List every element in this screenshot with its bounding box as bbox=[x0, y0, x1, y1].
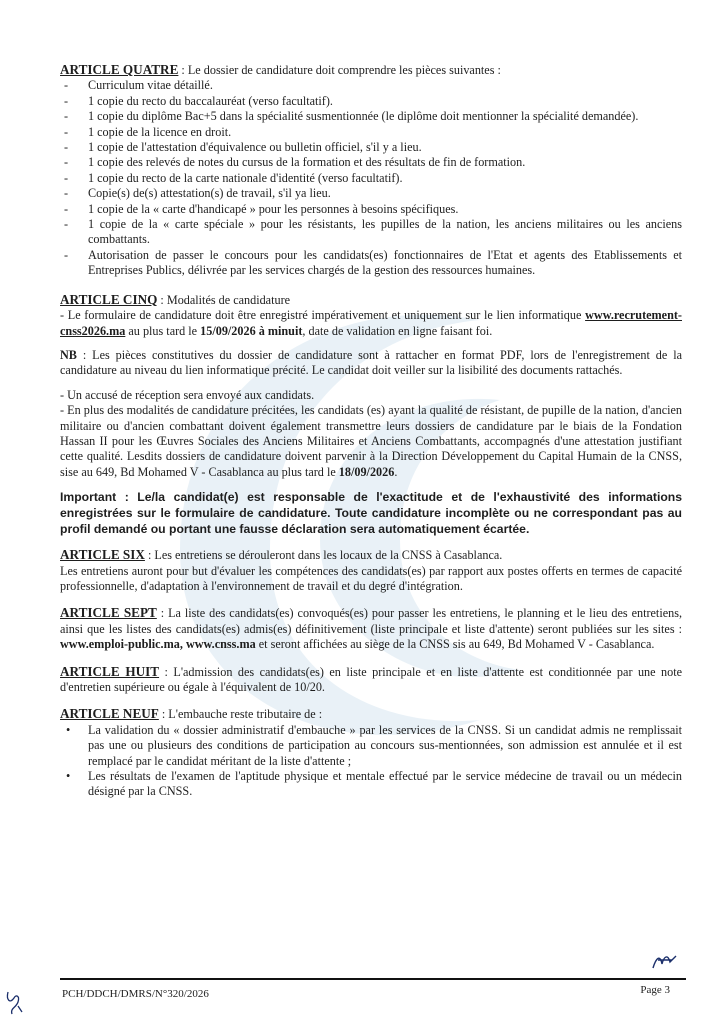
list-item: - 1 copie des relevés de notes du cursus de la formation et des résultats de fin de formation. bbox=[60, 155, 682, 170]
list-item: - 1 copie de la licence en droit. bbox=[60, 125, 682, 140]
article-quatre-intro: : Le dossier de candidature doit comprendre les pièces suivantes : bbox=[178, 63, 501, 77]
article-quatre-list bbox=[60, 78, 682, 278]
initials-signature bbox=[650, 950, 680, 974]
recruitment-link[interactable]: www.recrutement-cnss2026.ma bbox=[60, 308, 682, 338]
article-six bbox=[60, 547, 682, 594]
veteran-deadline-date: 18/09/2026 bbox=[338, 464, 395, 479]
list-item: • Les résultats de l'examen de l'aptitude physique et mentale effectué par le service médecine de travail ou un médecin désigné par la CNSS. bbox=[60, 769, 682, 800]
list-item: - 1 copie de la « carte d'handicapé » pour les personnes à besoins spécifiques. bbox=[60, 202, 682, 217]
important-notice: Important : Le/la candidat(e) est responsable de l'exactitude et de l'exhaustivité des informations enregistrées sur le formulaire de candidature. Toute candidature incomplète ou ne correspondant pas au profil demandé ou portant une fausse déclaration sera automatiquement écartée. bbox=[60, 490, 682, 537]
list-item: - 1 copie de l'attestation d'équivalence ou bulletin officiel, s'il y a lieu. bbox=[60, 140, 682, 155]
list-item: • La validation du « dossier administratif d'embauche » par les services de la CNSS. Si un candidat admis ne remplissait pas une ou plusieurs des conditions de participation au concours sus-mentionnées, son admission est annulée et il est remplacé par le candidat méritant de la liste d'attente ; bbox=[60, 723, 682, 769]
article-sept-heading: ARTICLE SEPT bbox=[60, 605, 157, 621]
list-item: - Curriculum vitae détaillé. bbox=[60, 78, 682, 93]
article-cinq-paragraph-3: - En plus des modalités de candidature précitées, les candidats (es) ayant la qualité de résistant, de pupille de la nation, d'ancien militaire ou d'ancien combattant doivent également transmettre leurs dossiers de candidature par le biais de la Fondation Hassan II pour les Œuvres Sociales des Anciens Militaires et Anciens Combattants, accompagnés d'une attestation justifiant cette qualité. Lesdits dossiers de candidature doivent parvenir à la Direction Développement du Capital Humain de la CNSS, sise au 649, Bd Mohamed V - Casablanca au plus tard le 18/09/2026. bbox=[60, 403, 682, 479]
article-quatre-heading: ARTICLE QUATRE bbox=[60, 62, 179, 77]
article-neuf-heading: ARTICLE NEUF bbox=[60, 706, 159, 722]
list-item: - 1 copie du recto du baccalauréat (verso facultatif). bbox=[60, 94, 682, 109]
page-number: Page 3 bbox=[640, 984, 670, 996]
article-huit-text: : L'admission des candidats(es) en liste principale et en liste d'attente est conditionnée par une note d'entretien supérieure ou égale à l'équivalent de 10/20. bbox=[60, 664, 683, 694]
list-item: - 1 copie du recto de la carte nationale d'identité (verso facultatif). bbox=[60, 171, 682, 186]
article-six-paragraph: Les entretiens auront pour but d'évaluer les compétences des candidats(es) par rapport aux postes offerts en termes de capacité professionnelle, d'adaptation à l'environnement de travail et du degré d'intégration. bbox=[60, 563, 682, 593]
article-neuf bbox=[60, 706, 682, 799]
article-cinq-paragraph-1: - Le formulaire de candidature doit être enregistré impérativement et uniquement sur le lien informatique www.recrutement-cnss2026.ma au plus tard le 15/09/2026 à minuit, date de validation en ligne faisant foi. bbox=[60, 308, 682, 338]
article-huit-heading: ARTICLE HUIT bbox=[60, 663, 160, 679]
article-six-heading: ARTICLE SIX bbox=[60, 547, 145, 563]
article-huit bbox=[60, 664, 682, 696]
list-item: - 1 copie de la « carte spéciale » pour les résistants, les pupilles de la nation, les anciens militaires ou les anciens combattants. bbox=[60, 217, 682, 248]
article-cinq-heading: ARTICLE CINQ bbox=[60, 291, 158, 307]
document-body bbox=[60, 62, 682, 800]
list-item: - Autorisation de passer le concours pour les candidats(es) fonctionnaires de l'Etat et agents des Etablissements et Entreprises Publics, délivrée par les services chargés de la gestion des ressources humaines. bbox=[60, 248, 682, 279]
article-quatre bbox=[60, 62, 682, 279]
article-cinq-intro: : Modalités de candidature bbox=[157, 292, 291, 307]
article-sept: ARTICLE SEPT : La liste des candidats(es) convoqués(es) pour passer les entretiens, le planning et le lieu des entretiens, ainsi que les listes des candidats(es) admis(es) définitivement (liste principale et liste d'attente) seront publiées sur les sites : www.emploi-public.ma, www.cnss.ma et seront affichées au siège de la CNSS sis au 649, Bd Mohamed V - Casablanca. bbox=[60, 605, 683, 652]
footer-divider bbox=[60, 978, 686, 980]
nb-label: NB bbox=[60, 347, 77, 362]
margin-signature-mark bbox=[4, 988, 26, 1016]
article-six-intro: : Les entretiens se dérouleront dans les locaux de la CNSS à Casablanca. bbox=[144, 548, 503, 563]
list-item: - 1 copie du diplôme Bac+5 dans la spécialité susmentionnée (le diplôme doit mentionner la spécialité demandée). bbox=[60, 109, 682, 124]
deadline-date: 15/09/2026 à minuit bbox=[200, 323, 303, 338]
article-cinq bbox=[60, 292, 682, 537]
nb-paragraph: NB : Les pièces constitutives du dossier de candidature sont à rattacher en format PDF, lors de l'enregistrement de la candidature au niveau du lien informatique précité. Le candidat doit veiller sur la lisibilité des documents rattachés. bbox=[60, 347, 682, 378]
article-neuf-intro: : L'embauche reste tributaire de : bbox=[158, 707, 323, 722]
publication-sites[interactable]: www.emploi-public.ma, www.cnss.ma bbox=[60, 637, 256, 652]
article-cinq-paragraph-2: - Un accusé de réception sera envoyé aux candidats. bbox=[60, 387, 315, 402]
list-item: - Copie(s) de(s) attestation(s) de travail, s'il ya lieu. bbox=[60, 186, 682, 201]
document-reference: PCH/DDCH/DMRS/N°320/2026 bbox=[62, 988, 209, 1000]
article-neuf-list bbox=[60, 723, 682, 800]
